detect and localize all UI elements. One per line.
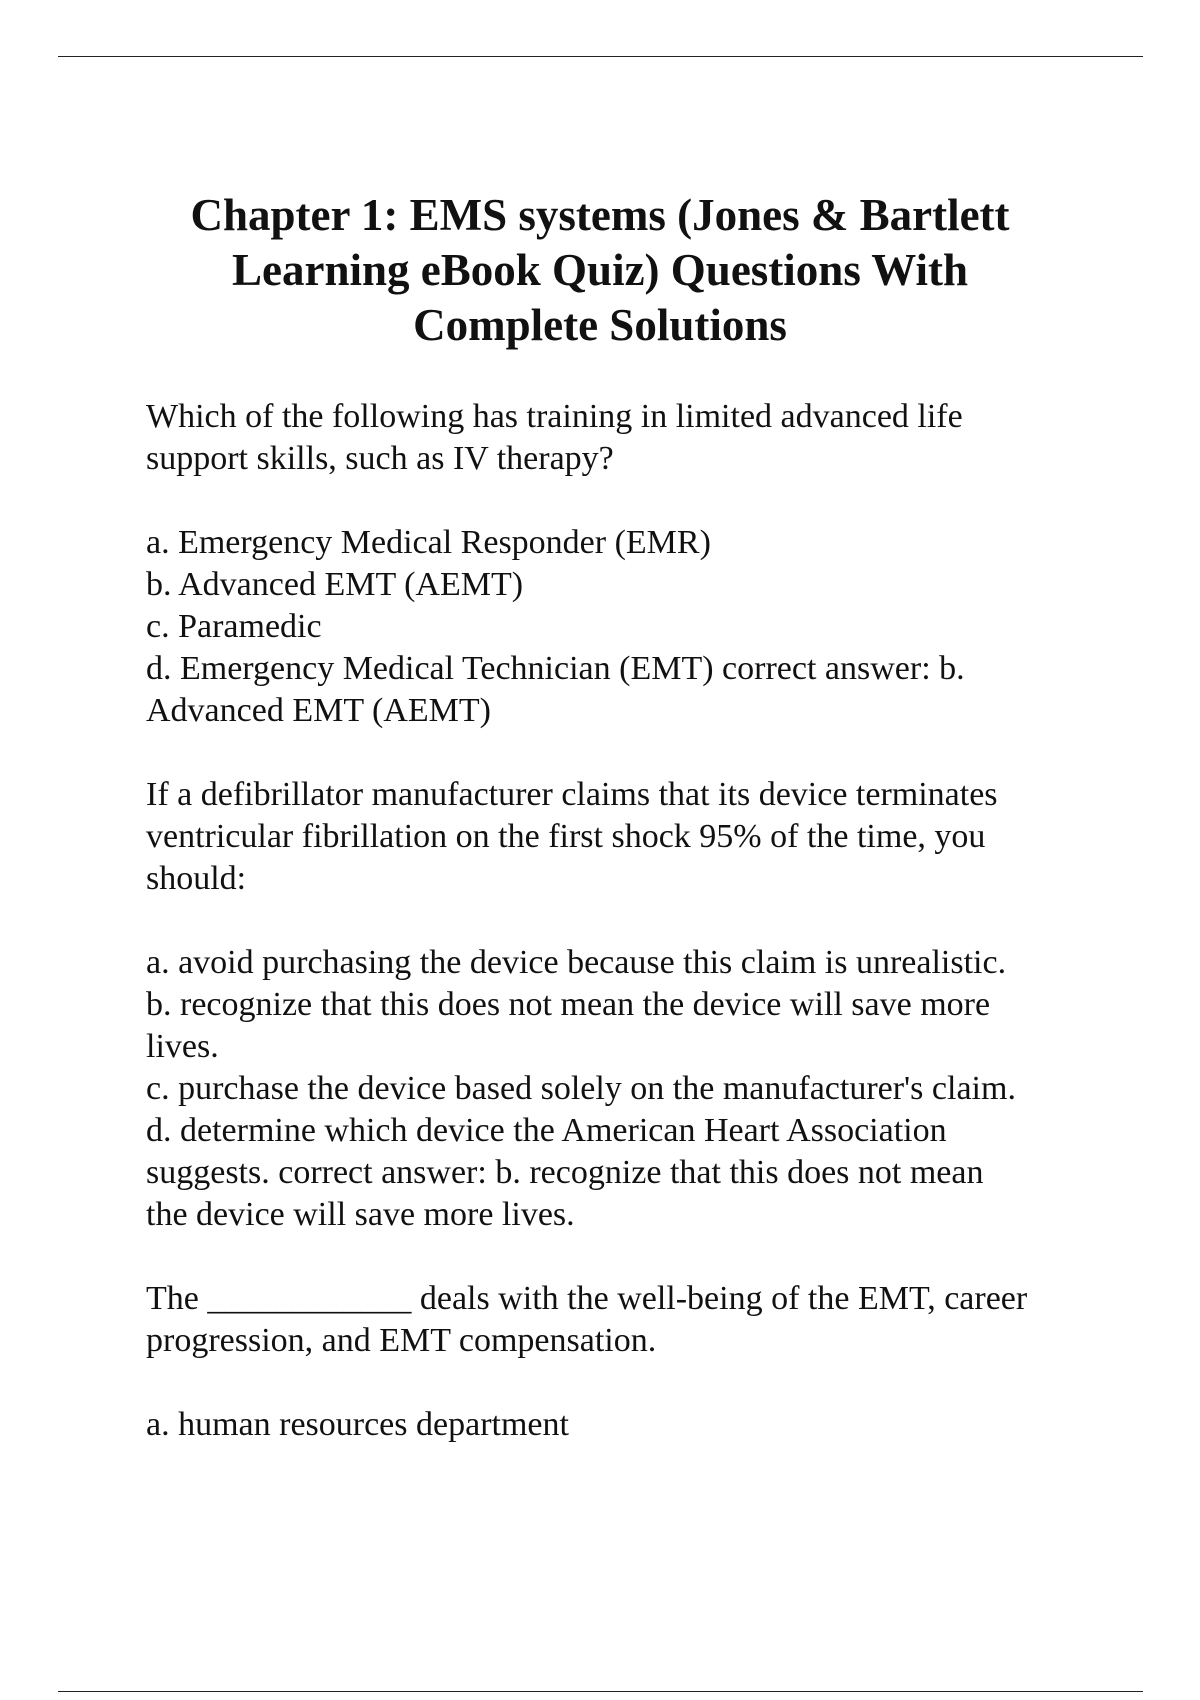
text-line: should: (146, 860, 247, 897)
document-title (130, 188, 1070, 353)
text-line: b. recognize that this does not mean the device will save more (146, 986, 991, 1023)
title-line: Complete Solutions (413, 300, 787, 350)
text-line: The ____________ deals with the well-being of the EMT, career (146, 1280, 1028, 1317)
question-3-prompt (146, 1278, 1101, 1362)
text-line: progression, and EMT compensation. (146, 1322, 657, 1359)
text-line: ventricular fibrillation on the first shock 95% of the time, you (146, 818, 986, 855)
text-line: lives. (146, 1028, 219, 1065)
title-line: Learning eBook Quiz) Questions With (232, 245, 968, 295)
text-line: b. Advanced EMT (AEMT) (146, 566, 524, 603)
text-line: c. purchase the device based solely on the manufacturer's claim. (146, 1070, 1016, 1107)
text-line: suggests. correct answer: b. recognize that this does not mean (146, 1154, 984, 1191)
text-line: a. human resources department (146, 1406, 569, 1443)
text-line: Advanced EMT (AEMT) (146, 692, 491, 729)
text-line: c. Paramedic (146, 608, 322, 645)
text-line: a. Emergency Medical Responder (EMR) (146, 524, 711, 561)
question-1-answers (146, 522, 1101, 732)
text-line: a. avoid purchasing the device because this claim is unrealistic. (146, 944, 1007, 981)
question-3-answers (146, 1404, 1101, 1446)
question-2-prompt (146, 774, 1101, 900)
text-line: the device will save more lives. (146, 1196, 575, 1233)
text-line: If a defibrillator manufacturer claims that its device terminates (146, 776, 998, 813)
text-line: Which of the following has training in limited advanced life (146, 398, 963, 435)
text-line: d. determine which device the American Heart Association (146, 1112, 947, 1149)
question-2-answers (146, 942, 1101, 1236)
header-rule (58, 56, 1143, 57)
text-line: d. Emergency Medical Technician (EMT) correct answer: b. (146, 650, 965, 687)
title-line: Chapter 1: EMS systems (Jones & Bartlett (190, 190, 1010, 240)
document-body (146, 396, 1101, 1488)
footer-rule (58, 1691, 1143, 1692)
question-1-prompt (146, 396, 1101, 480)
text-line: support skills, such as IV therapy? (146, 440, 614, 477)
